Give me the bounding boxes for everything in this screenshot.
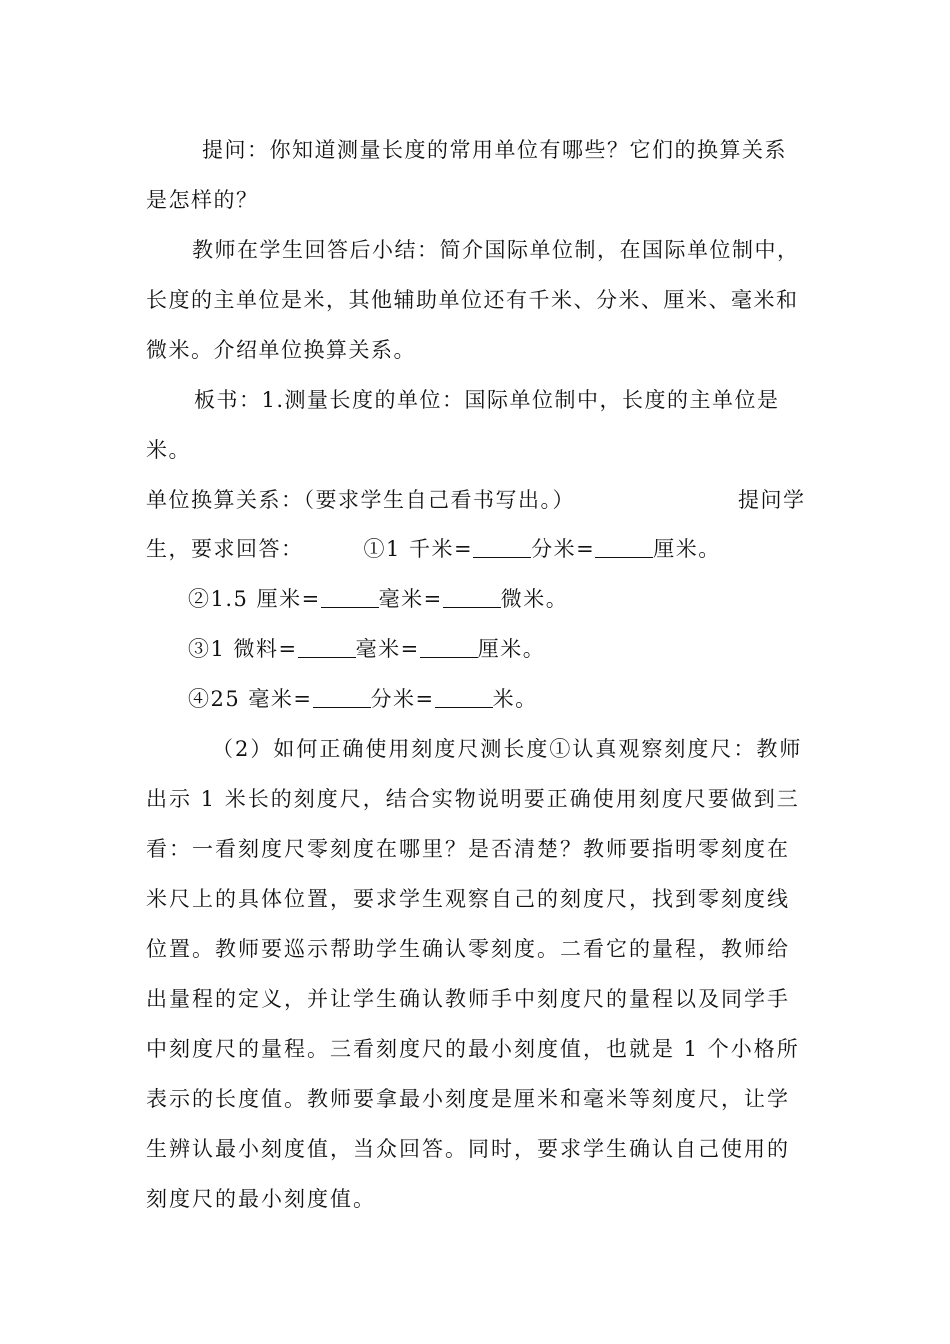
- answer-blank: [443, 587, 501, 608]
- question-1-part-b: 分米=: [531, 537, 596, 561]
- answer-blank: [595, 537, 653, 558]
- question-4-part-c: 米。: [492, 687, 538, 711]
- answer-prompt: 生，要求回答：: [146, 537, 304, 561]
- question-4-part-a: ④25 毫米=: [188, 687, 313, 711]
- question-3-part-c: 厘米。: [477, 637, 546, 661]
- answer-blank: [473, 537, 531, 558]
- paragraph-ruler-usage: （2）如何正确使用刻度尺测长度①认真观察刻度尺：教师出示 1 米长的刻度尺，结合实物说明要正确使用刻度尺要做到三看：一看刻度尺零刻度在哪里？是否清楚？教师要指明零刻度在米尺上的具体位置，要求学生观察自己的刻度尺，找到零刻度线位置。教师要巡示帮助学生确认零刻度。二看它的量程，教师给出量程的定义，并让学生确认教师手中刻度尺的量程以及同学手中刻度尺的量程。三看刻度尺的最小刻度值，也就是 1 个小格所表示的长度值。教师要拿最小刻度是厘米和毫米等刻度尺，让学生辨认最小刻度值，当众回答。同时，要求学生确认自己使用的刻度尺的最小刻度值。: [146, 737, 803, 1211]
- question-row-1: [146, 524, 721, 574]
- answer-blank: [298, 637, 356, 658]
- question-2-part-a: ②1.5 厘米=: [188, 587, 321, 611]
- answer-blank: [435, 687, 493, 708]
- question-4-part-b: 分米=: [370, 687, 435, 711]
- question-2-part-b: 毫米=: [378, 587, 443, 611]
- answer-blank: [321, 587, 379, 608]
- question-row-3: [188, 624, 545, 674]
- answer-blank: [313, 687, 371, 708]
- answer-blank: [420, 637, 478, 658]
- paragraph-question-units: 提问：你知道测量长度的常用单位有哪些？它们的换算关系是怎样的？: [146, 138, 787, 212]
- question-1-part-c: 厘米。: [653, 537, 721, 561]
- question-3-part-a: ③1 微料=: [188, 637, 298, 661]
- question-3-part-b: 毫米=: [355, 637, 420, 661]
- paragraph-conversion-relations: 单位换算关系：（要求学生自己看书写出。）: [146, 488, 575, 512]
- question-1-part-a: ①1 千米=: [363, 537, 474, 561]
- paragraph-board-writing: 板书：1.测量长度的单位：国际单位制中，长度的主单位是米。: [146, 388, 780, 462]
- question-2-part-c: 微米。: [500, 587, 569, 611]
- question-row-2: [188, 574, 568, 624]
- paragraph-teacher-summary: 教师在学生回答后小结：简介国际单位制，在国际单位制中，长度的主单位是米，其他辅助单位还有千米、分米、厘米、毫米和微米。介绍单位换算关系。: [146, 238, 800, 362]
- question-row-4: [188, 674, 538, 724]
- text-question-student: 提问学: [738, 488, 806, 512]
